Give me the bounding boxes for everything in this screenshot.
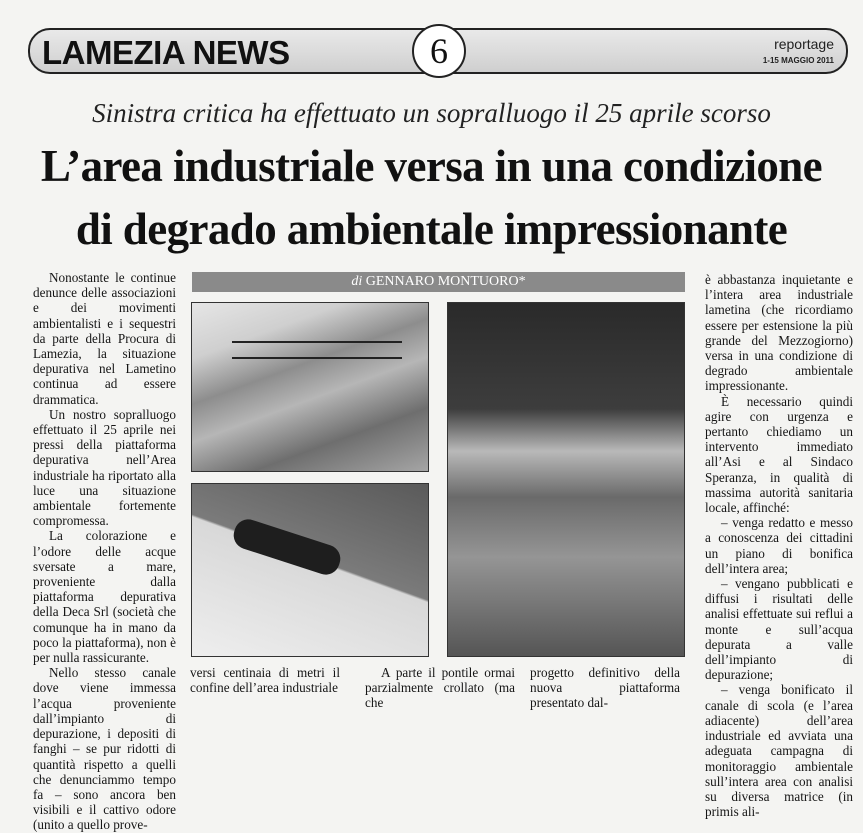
newspaper-title: LAMEZIA NEWS [42, 34, 290, 71]
paragraph: È necessario quindi agire con urgenza e pertanto chiediamo un intervento immediato all’Asi e al Sindaco Speranza, in qualità di massima autorità sanitaria locale, affinché: [705, 393, 853, 516]
pipe-shape [230, 516, 344, 579]
byline [192, 272, 685, 292]
paragraph: Nello stesso canale dove viene immessa l’acqua proveniente dall’impianto di depurazione, i depositi di fanghi – se pur ridotti di quantità rispetto a quelli che denunciammo tempo fa – sono ancora ben visibili e il cattivo odore (unito a quello prove- [33, 665, 176, 833]
text-column-5 [705, 272, 853, 819]
paragraph: La colorazione e l’odore delle acque sversate a mare, proveniente dalla piattaforma depurativa della Deca Srl (società che comunque ha in mano da poco la piattaforma), non è per nulla rassicurante. [33, 528, 176, 666]
paragraph: – venga redatto e messo a conoscenza dei cittadini un piano di bonifica dell’intera area; [705, 515, 853, 576]
paragraph: – venga bonificato il canale di scola (e l’area adiacente) dell’area industriale ed avviata una adeguata campagna di monitoraggio ambientale sull’intera area con analisi su diversa matrice (in primis ali- [705, 682, 853, 820]
text-column-1 [33, 270, 176, 833]
masthead [28, 28, 848, 74]
text-column-2 [190, 665, 340, 695]
photo-canal-bridge [191, 302, 429, 472]
photo-drain-pipe [191, 483, 429, 657]
section-label: reportage [774, 36, 834, 52]
paragraph: Nonostante le continue denunce delle associazioni e dei movimenti ambientalisti e i sequestri da parte della Procura di Lamezia, la situazione depurativa nel Lametino continua ad essere drammatica. [33, 270, 176, 407]
paragraph: progetto definitivo della nuova piattaforma presentato dal- [530, 665, 680, 711]
byline-prefix: di [351, 274, 363, 289]
text-column-4 [530, 665, 680, 711]
paragraph: Un nostro sopralluogo effettuato il 25 aprile nei pressi della piattaforma depurativa nell’Area industriale ha riportato alla luce una situazione ambientale fortemente compromessa. [33, 406, 176, 529]
headline-line-2: di degrado ambientale impressionante [75, 204, 788, 254]
paragraph: è abbastanza inquietante e l’intera area industriale lametina (che ricordiamo essere per estensione la più grande del Mezzogiorno) versa in una condizione di degrado ambientale impressionante. [705, 272, 853, 394]
paragraph: – vengano pubblicati e diffusi i risultati delle analisi effettuate sui reflui a monte e sull’acqua depurata a valle dell’impianto di depurazione; [705, 576, 853, 683]
text-column-3 [365, 665, 515, 711]
bridge-shape [232, 341, 402, 359]
paragraph: A parte il pontile ormai parzialmente crollato (ma che [365, 665, 515, 711]
byline-author: GENNARO MONTUORO* [365, 274, 526, 289]
headline-line-1: L’area industriale versa in una condizione [40, 141, 823, 191]
article-kicker: Sinistra critica ha effettuato un sopralluogo il 25 aprile scorso [92, 98, 771, 128]
issue-date: 1-15 MAGGIO 2011 [762, 56, 834, 65]
page-number: 6 [412, 24, 466, 78]
paragraph: versi centinaia di metri il confine dell’area industriale [190, 665, 340, 696]
photo-polluted-channel [447, 302, 685, 657]
